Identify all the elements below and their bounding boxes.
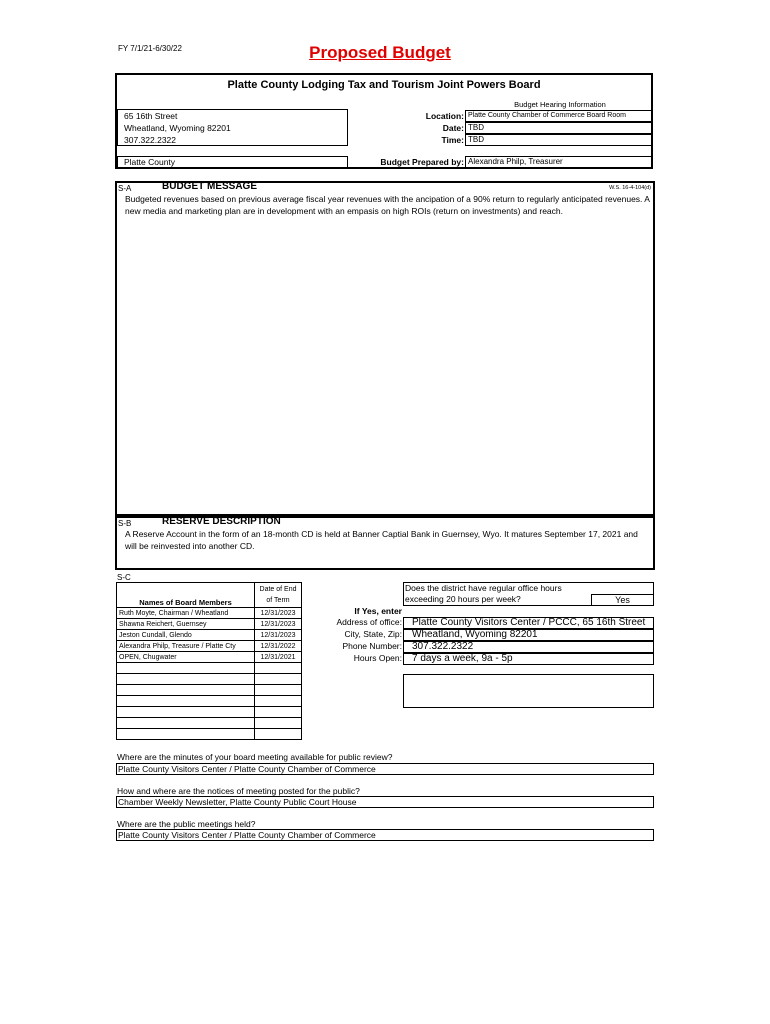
budget-message-code: S-A: [118, 184, 132, 193]
office-notes-box[interactable]: [403, 674, 654, 708]
member-name[interactable]: [117, 718, 255, 729]
reserve-line2: will be reinvested into another CD.: [125, 541, 255, 551]
page-title: Proposed Budget: [309, 43, 451, 62]
address-line2: Wheatland, Wyoming 82201: [124, 123, 231, 133]
meetings-answer[interactable]: Platte County Visitors Center / Platte County Chamber of Commerce: [116, 829, 654, 841]
member-term[interactable]: [255, 685, 302, 696]
office-address-field[interactable]: Platte County Visitors Center / PCCC, 65 16th Street: [403, 617, 654, 629]
member-term[interactable]: [255, 729, 302, 740]
board-members-table: [116, 582, 302, 740]
table-row[interactable]: [117, 641, 302, 652]
member-term[interactable]: 12/31/2021: [255, 652, 302, 663]
prepared-by-field[interactable]: Alexandra Philp, Treasurer: [465, 156, 653, 168]
table-row[interactable]: [117, 718, 302, 729]
office-city-label: City, State, Zip:: [344, 629, 402, 639]
member-name[interactable]: [117, 674, 255, 685]
member-name[interactable]: [117, 685, 255, 696]
office-city-field[interactable]: Wheatland, Wyoming 82201: [403, 629, 654, 641]
table-row[interactable]: [117, 652, 302, 663]
member-term[interactable]: 12/31/2023: [255, 619, 302, 630]
names-header: Names of Board Members: [117, 583, 255, 608]
table-row[interactable]: [117, 619, 302, 630]
reserve-title: RESERVE DESCRIPTION: [162, 516, 281, 527]
date-label: Date:: [442, 123, 464, 133]
member-name[interactable]: [117, 663, 255, 674]
board-name: Platte County Lodging Tax and Tourism Joint Powers Board: [227, 79, 541, 91]
if-yes-label: If Yes, enter: [354, 606, 402, 616]
table-row[interactable]: [117, 696, 302, 707]
time-field[interactable]: TBD: [465, 134, 653, 146]
member-term[interactable]: [255, 696, 302, 707]
meetings-question: Where are the public meetings held?: [117, 819, 256, 829]
reserve-code: S-B: [118, 519, 132, 528]
office-phone-label: Phone Number:: [342, 641, 402, 651]
member-term[interactable]: 12/31/2023: [255, 608, 302, 619]
table-row[interactable]: [117, 685, 302, 696]
time-label: Time:: [441, 135, 464, 145]
member-term[interactable]: [255, 707, 302, 718]
member-name[interactable]: Shawna Reichert, Guernsey: [117, 619, 255, 630]
statute-reference: W.S. 16-4-104(d): [609, 185, 651, 191]
table-row[interactable]: [117, 674, 302, 685]
budget-message-title: BUDGET MESSAGE: [162, 181, 258, 192]
budget-message-box: [115, 181, 655, 516]
table-row[interactable]: [117, 630, 302, 641]
prepared-by-label: Budget Prepared by:: [380, 157, 464, 167]
member-name[interactable]: [117, 729, 255, 740]
location-field[interactable]: Platte County Chamber of Commerce Board Room: [465, 110, 653, 122]
member-name[interactable]: Jeston Cundall, Glendo: [117, 630, 255, 641]
table-row[interactable]: [117, 729, 302, 740]
budget-message-line1: Budgeted revenues based on previous average fiscal year revenues with the ancipation of a 90% return to regularly anticipated revenues. A: [125, 194, 650, 204]
office-hours-label: Hours Open:: [353, 653, 402, 663]
address-line1: 65 16th Street: [124, 111, 178, 121]
table-row[interactable]: [117, 707, 302, 718]
table-row[interactable]: [117, 663, 302, 674]
hearing-heading: Budget Hearing Information: [514, 100, 606, 109]
member-term[interactable]: [255, 663, 302, 674]
member-term[interactable]: 12/31/2023: [255, 630, 302, 641]
member-term[interactable]: 12/31/2022: [255, 641, 302, 652]
county-field[interactable]: Platte County: [117, 156, 348, 168]
term-header: Date of End of Term: [255, 583, 302, 608]
location-label: Location:: [425, 111, 464, 121]
office-hours-question-line2: exceeding 20 hours per week?: [405, 594, 521, 604]
minutes-question: Where are the minutes of your board meeting available for public review?: [117, 752, 393, 762]
office-hours-answer[interactable]: Yes: [591, 594, 654, 606]
fiscal-year: FY 7/1/21-6/30/22: [118, 44, 182, 53]
office-hours-field[interactable]: 7 days a week, 9a - 5p: [403, 653, 654, 665]
member-name[interactable]: Alexandra Philp, Treasure / Platte Cty: [117, 641, 255, 652]
board-phone: 307.322.2322: [124, 135, 176, 145]
member-name[interactable]: [117, 696, 255, 707]
date-field[interactable]: TBD: [465, 122, 653, 134]
table-header-row: [117, 583, 302, 608]
member-name[interactable]: OPEN, Chugwater: [117, 652, 255, 663]
minutes-answer[interactable]: Platte County Visitors Center / Platte County Chamber of Commerce: [116, 763, 654, 775]
member-term[interactable]: [255, 718, 302, 729]
reserve-line1: A Reserve Account in the form of an 18-month CD is held at Banner Captial Bank in Guernsey, Wyo. It matures September 17, 2021 and: [125, 529, 638, 539]
table-row[interactable]: [117, 608, 302, 619]
member-name[interactable]: [117, 707, 255, 718]
notices-answer[interactable]: Chamber Weekly Newsletter, Platte County Public Court House: [116, 796, 654, 808]
member-name[interactable]: Ruth Moyte, Chairman / Wheatland: [117, 608, 255, 619]
board-members-code: S-C: [117, 573, 131, 582]
office-phone-field[interactable]: 307.322.2322: [403, 641, 654, 653]
member-term[interactable]: [255, 674, 302, 685]
office-hours-question-line1: Does the district have regular office hours: [405, 583, 562, 593]
office-address-label: Address of office:: [336, 617, 402, 627]
notices-question: How and where are the notices of meeting posted for the public?: [117, 786, 360, 796]
budget-message-line2: new media and marketing plan are in development with an empasis on high ROIs (return on investments) and reach.: [125, 206, 563, 216]
